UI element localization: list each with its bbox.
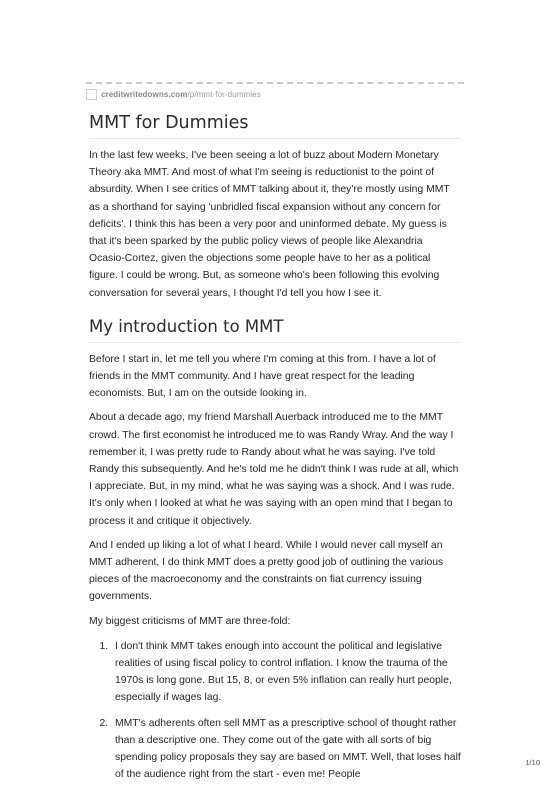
site-favicon-icon bbox=[86, 89, 97, 100]
list-item: 1. I don't think MMT takes enough into account the political and legislative realities of using fiscal policy to control inflation. I know the trauma of the 1970s is long gone. But 15, 8, or even 5% inflation can really hurt people, especially if wages lag. bbox=[111, 638, 461, 707]
url-path: /p/mmt-for-dummies bbox=[187, 89, 261, 99]
intro-paragraph: In the last few weeks, I've been seeing a lot of buzz about Modern Monetary Theory aka MMT. And most of what I'm seeing is reductionist to the point of absurdity. When I see critics of MMT talking about it, they're mostly using MMT as a shorthand for saying 'unbridled fiscal expansion without any concern for deficits'. I think this has been a very poor and uninformed debate. My guess is that it's been sparked by the public policy views of people like Alexandria Ocasio-Cortez, given the objections some people have to her as a political figure. I could be wrong. But, as someone who's been following this evolving conversation for several years, I thought I'd tell you how I see it. bbox=[89, 150, 450, 299]
paragraph: My biggest criticisms of MMT are three-fold: bbox=[89, 615, 291, 627]
paragraph: About a decade ago, my friend Marshall Auerback introduced me to the MMT crowd. The first economist he introduced me to was Randy Wray. And the way I remember it, I was pretty rude to Randy about what he was saying. I've told Randy this subsequently. And he's told me he didn't think I was rude at all, which I appreciate. But, in my mind, what he was saying was a shock. And I was rude. It's only when I looked at what he was saying with an open mind that I began to process it and critique it objectively. bbox=[89, 412, 459, 527]
section-heading: My introduction to MMT bbox=[89, 316, 461, 343]
url-domain: creditwritedowns.com bbox=[101, 89, 188, 99]
header-divider bbox=[86, 82, 464, 84]
paragraph: And I ended up liking a lot of what I heard. While I would never call myself an MMT adherent, I do think MMT does a pretty good job of outlining the various pieces of the macroeconomy and the constraints on fiat currency issuing governments. bbox=[89, 539, 444, 603]
paragraph: Before I start in, let me tell you where I'm coming at this from. I have a lot of friends in the MMT community. And I have great respect for the leading economists. But, I am on the outside looking in. bbox=[89, 353, 436, 400]
article-title: MMT for Dummies bbox=[89, 112, 461, 139]
article-body bbox=[89, 112, 461, 792]
page-number: 1/10 bbox=[525, 758, 540, 767]
list-item: 2. MMT's adherents often sell MMT as a prescriptive school of thought rather than a descriptive one. They come out of the gate with all sorts of big spending policy proposals they say are based on MMT. Well, that loses half of the audience right from the start - even me! People bbox=[111, 715, 461, 784]
source-url[interactable] bbox=[86, 87, 261, 101]
criticisms-list bbox=[89, 638, 461, 784]
